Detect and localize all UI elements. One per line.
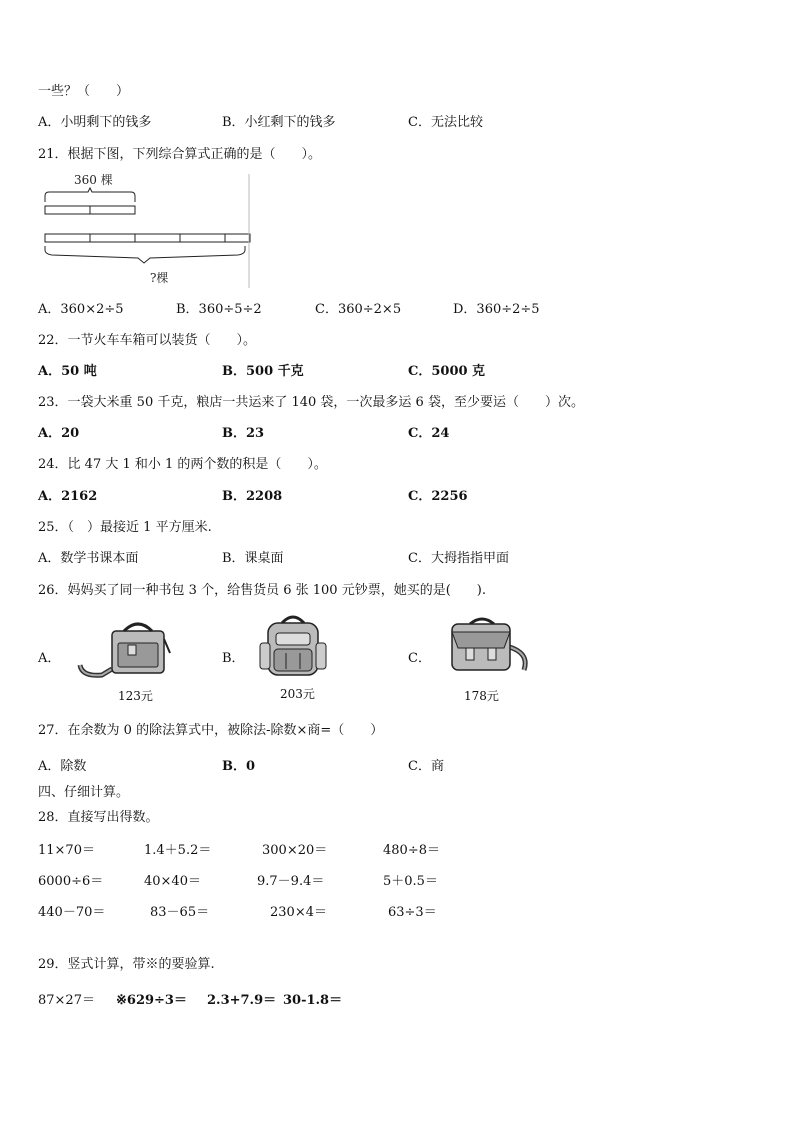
q28-item: 440－70＝ <box>38 905 106 920</box>
q24-option-b[interactable]: B．2208 <box>222 489 283 504</box>
q20-option-b[interactable]: B．小红剩下的钱多 <box>222 115 336 130</box>
q26-price-c: 178元 <box>464 689 499 703</box>
q28-item: 6000÷6＝ <box>38 874 104 889</box>
q21-option-a[interactable]: A．360×2÷5 <box>38 302 124 317</box>
q22-option-a[interactable]: A．50 吨 <box>38 364 97 379</box>
q24-stem: 24．比 47 大 1 和小 1 的两个数的积是（ ）。 <box>38 457 327 472</box>
q26-option-c[interactable]: C． <box>408 651 431 666</box>
q27-option-a[interactable]: A．除数 <box>38 759 87 774</box>
q23-stem: 23．一袋大米重 50 千克，粮店一共运来了 140 袋，一次最多运 6 袋，至少要运（ ）次。 <box>38 395 584 410</box>
q21-line-diagram <box>38 166 256 290</box>
backpack-icon <box>256 613 330 679</box>
q23-option-c[interactable]: C．24 <box>408 426 450 441</box>
q29-item: ※629÷3＝ <box>116 993 187 1008</box>
q22-option-b[interactable]: B．500 千克 <box>222 364 304 379</box>
q25-stem: 25．（ ）最接近 1 平方厘米. <box>38 520 212 535</box>
q24-option-c[interactable]: C．2256 <box>408 489 468 504</box>
q28-item: 83－65＝ <box>150 905 210 920</box>
q24-option-a[interactable]: A．2162 <box>38 489 98 504</box>
q29-item: 30-1.8＝ <box>283 993 343 1008</box>
bottom-brace-label: ?棵 <box>150 271 169 285</box>
q29-stem: 29．竖式计算，带※的要验算. <box>38 957 215 972</box>
q23-option-a[interactable]: A．20 <box>38 426 80 441</box>
q28-item: 230×4＝ <box>270 905 327 920</box>
q22-stem: 22．一节火车车箱可以装货（ ）。 <box>38 333 257 348</box>
q28-item: 5＋0.5＝ <box>383 874 438 889</box>
bottom-bar <box>45 234 250 242</box>
q21-option-b[interactable]: B．360÷5÷2 <box>176 302 262 317</box>
q20-option-a[interactable]: A．小明剩下的钱多 <box>38 115 152 130</box>
q28-item: 11×70＝ <box>38 843 95 858</box>
q26-price-b: 203元 <box>280 687 315 701</box>
q20-stem-tail: 一些？（ ） <box>38 84 130 99</box>
top-brace-label: 360 棵 <box>74 173 113 187</box>
q25-option-c[interactable]: C．大拇指指甲面 <box>408 551 509 566</box>
satchel-icon <box>440 612 534 680</box>
q27-stem: 27．在余数为 0 的除法算式中，被除法-除数×商=（ ） <box>38 723 384 738</box>
q26-stem: 26．妈妈买了同一种书包 3 个，给售货员 6 张 100 元钞票，她买的是( ). <box>38 583 486 598</box>
q22-option-c[interactable]: C．5000 克 <box>408 364 486 379</box>
q28-item: 40×40＝ <box>144 874 201 889</box>
q28-item: 300×20＝ <box>262 843 328 858</box>
bottom-brace <box>45 246 245 263</box>
q26-option-a[interactable]: A． <box>38 651 61 666</box>
q28-item: 9.7－9.4＝ <box>257 874 325 889</box>
q25-option-b[interactable]: B．课桌面 <box>222 551 284 566</box>
top-brace <box>45 188 135 202</box>
q21-option-c[interactable]: C．360÷2×5 <box>315 302 402 317</box>
q26-price-a: 123元 <box>118 689 153 703</box>
q25-option-a[interactable]: A．数学书课本面 <box>38 551 139 566</box>
q23-option-b[interactable]: B．23 <box>222 426 265 441</box>
q21-option-d[interactable]: D．360÷2÷5 <box>453 302 540 317</box>
q28-item: 1.4＋5.2＝ <box>144 843 212 858</box>
q28-stem: 28．直接写出得数。 <box>38 810 159 825</box>
section-title: 四、仔细计算。 <box>38 785 130 800</box>
q29-item: 2.3+7.9＝ <box>207 993 277 1008</box>
q20-option-c[interactable]: C．无法比较 <box>408 115 483 130</box>
q29-item: 87×27＝ <box>38 993 95 1008</box>
q26-option-b[interactable]: B． <box>222 651 245 666</box>
q27-option-c[interactable]: C．商 <box>408 759 444 774</box>
q21-stem: 21．根据下图，下列综合算式正确的是（ ）。 <box>38 147 322 162</box>
q28-item: 480÷8＝ <box>383 843 440 858</box>
shoulder-bag-icon <box>72 613 172 681</box>
q28-item: 63÷3＝ <box>388 905 437 920</box>
q27-option-b[interactable]: B．0 <box>222 759 256 774</box>
